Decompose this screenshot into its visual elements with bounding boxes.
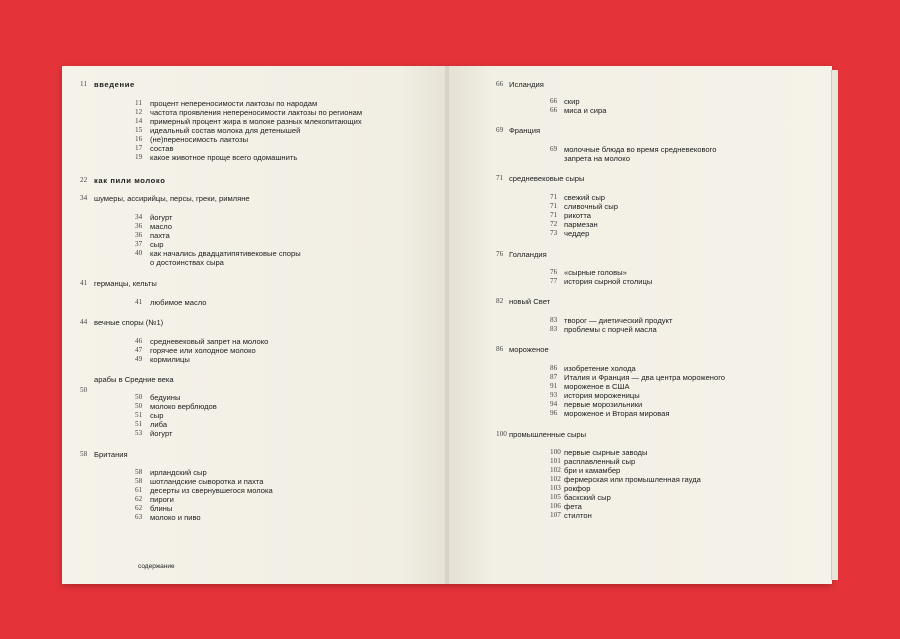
page-number: 19 — [135, 153, 143, 161]
entry-title: Исландия — [509, 80, 544, 89]
entry-title: сливочный сыр — [564, 202, 618, 211]
page-number: 58 — [80, 450, 88, 458]
entry-title: блины — [150, 504, 173, 513]
page-number: 72 — [550, 220, 558, 228]
entry-title: германцы, кельты — [94, 279, 157, 288]
page-number: 101 — [550, 457, 561, 465]
entry-title: чеддер — [564, 229, 590, 238]
entry-title: процент непереносимости лактозы по народам — [150, 99, 318, 108]
entry-title: Голландия — [509, 250, 547, 259]
page-number: 61 — [135, 486, 143, 494]
entry-title: молочные блюда во время средневекового — [564, 145, 717, 154]
entry-title: мороженое в США — [564, 382, 630, 391]
entry-title: свежий сыр — [564, 193, 606, 202]
entry-title: скир — [564, 97, 580, 106]
entry-title: промышленные сыры — [509, 430, 587, 439]
page-number: 50 — [80, 386, 88, 394]
page-number: 107 — [550, 511, 561, 519]
page-number: 36 — [135, 231, 143, 239]
page-number: 11 — [80, 80, 87, 88]
entry-title: масло — [150, 222, 172, 231]
page-number: 82 — [496, 297, 504, 305]
entry-title: история мороженицы — [564, 391, 640, 400]
page-number: 62 — [135, 495, 143, 503]
page-number: 41 — [80, 279, 88, 287]
entry-title: расплавленный сыр — [564, 457, 636, 466]
page-number: 100 — [496, 430, 507, 438]
page-number: 34 — [80, 194, 88, 202]
entry-title: шумеры, ассирийцы, персы, греки, римляне — [94, 194, 250, 203]
entry-title: Британия — [94, 450, 128, 459]
entry-title: йогурт — [150, 213, 173, 222]
page-number: 66 — [496, 80, 504, 88]
entry-title: средневековые сыры — [509, 174, 585, 183]
book-gutter — [445, 66, 449, 584]
entry-title: миса и сира — [564, 106, 607, 115]
page-number: 15 — [135, 126, 143, 134]
entry-title: сыр — [150, 240, 164, 249]
entry-title: о достоинствах сыра — [150, 258, 224, 267]
page-footer: содержание — [138, 563, 175, 570]
entry-title: примерный процент жира в молоке разных млекопитающих — [150, 117, 362, 126]
page-number: 37 — [135, 240, 143, 248]
entry-title: введение — [94, 80, 135, 89]
entry-title: либа — [150, 420, 168, 429]
page-number: 102 — [550, 466, 561, 474]
entry-title: проблемы с порчей масла — [564, 325, 657, 334]
entry-title: первые сырные заводы — [564, 448, 648, 457]
page-number: 53 — [135, 429, 143, 437]
page-number: 22 — [80, 176, 88, 184]
entry-title: идеальный состав молока для детенышей — [150, 126, 301, 135]
page-number: 106 — [550, 502, 561, 510]
page-number: 102 — [550, 475, 561, 483]
entry-title: фермерская или промышленная гауда — [564, 475, 701, 484]
page-number: 34 — [135, 213, 143, 221]
page-number: 46 — [135, 337, 143, 345]
page-number: 103 — [550, 484, 561, 492]
entry-title: бедуины — [150, 393, 181, 402]
entry-title: мороженое — [509, 345, 549, 354]
page-number: 71 — [550, 202, 558, 210]
entry-title: вечные споры (№1) — [94, 318, 164, 327]
page-number: 91 — [550, 382, 558, 390]
entry-title: пахта — [150, 231, 170, 240]
page-number: 47 — [135, 346, 143, 354]
open-book — [62, 66, 832, 584]
page-number: 86 — [550, 364, 558, 372]
entry-title: изобретение холода — [564, 364, 636, 373]
entry-title: творог — диетический продукт — [564, 316, 673, 325]
page-number: 50 — [135, 402, 143, 410]
page-number: 69 — [496, 126, 504, 134]
entry-title: десерты из свернувшегося молока — [150, 486, 273, 495]
page-number: 66 — [550, 97, 558, 105]
page-number: 83 — [550, 316, 558, 324]
page-number: 86 — [496, 345, 504, 353]
entry-title: состав — [150, 144, 174, 153]
entry-title: ирландский сыр — [150, 468, 207, 477]
page-number: 77 — [550, 277, 558, 285]
page-number: 105 — [550, 493, 561, 501]
page-number: 41 — [135, 298, 143, 306]
entry-title: запрета на молоко — [564, 154, 630, 163]
entry-title: пармезан — [564, 220, 598, 229]
page-number: 76 — [496, 250, 504, 258]
entry-title: «сырные головы» — [564, 268, 627, 277]
page-number: 11 — [135, 99, 142, 107]
page-number: 58 — [135, 468, 143, 476]
entry-title: кормилицы — [150, 355, 190, 364]
entry-title: первые морозильники — [564, 400, 643, 409]
page-number: 71 — [550, 193, 558, 201]
page-number: 50 — [135, 393, 143, 401]
page-number: 62 — [135, 504, 143, 512]
page-number: 94 — [550, 400, 558, 408]
page-number: 36 — [135, 222, 143, 230]
page-number: 71 — [550, 211, 558, 219]
page-number: 71 — [496, 174, 504, 182]
page-number: 58 — [135, 477, 143, 485]
page-number: 12 — [135, 108, 143, 116]
entry-title: шотландские сыворотка и пахта — [150, 477, 264, 486]
entry-title: история сырной столицы — [564, 277, 653, 286]
entry-title: мороженое и Вторая мировая — [564, 409, 670, 418]
page-number: 51 — [135, 411, 143, 419]
page-number: 83 — [550, 325, 558, 333]
entry-title: бри и камамбер — [564, 466, 621, 475]
page-number: 73 — [550, 229, 558, 237]
entry-title: молоко и пиво — [150, 513, 201, 522]
page-number: 87 — [550, 373, 558, 381]
entry-title: (не)переносимость лактозы — [150, 135, 249, 144]
page-number: 63 — [135, 513, 143, 521]
right-page — [447, 66, 832, 584]
page-number: 17 — [135, 144, 143, 152]
entry-title: любимое масло — [150, 298, 207, 307]
entry-title: Италия и Франция — два центра мороженого — [564, 373, 726, 382]
page-number: 51 — [135, 420, 143, 428]
entry-title: молоко верблюдов — [150, 402, 217, 411]
page-number: 69 — [550, 145, 558, 153]
entry-title: новый Свет — [509, 297, 551, 306]
page-number: 66 — [550, 106, 558, 114]
entry-title: сыр — [150, 411, 164, 420]
page-number: 40 — [135, 249, 143, 257]
entry-title: пироги — [150, 495, 174, 504]
entry-title: горячее или холодное молоко — [150, 346, 256, 355]
entry-title: рикотта — [564, 211, 592, 220]
page-number: 16 — [135, 135, 143, 143]
entry-title: йогурт — [150, 429, 173, 438]
entry-title: как начались двадцатипятивековые споры — [150, 249, 301, 258]
page-number: 93 — [550, 391, 558, 399]
page-edges — [831, 70, 838, 580]
entry-title: арабы в Средние века — [94, 375, 174, 384]
entry-title: Франция — [509, 126, 541, 135]
page-number: 76 — [550, 268, 558, 276]
entry-title: баскский сыр — [564, 493, 611, 502]
entry-title: как пили молоко — [94, 176, 166, 185]
entry-title: частота проявления непереносимости лактозы по регионам — [150, 108, 363, 117]
entry-title: какое животное проще всего одомашнить — [150, 153, 298, 162]
page-number: 96 — [550, 409, 558, 417]
entry-title: фета — [564, 502, 582, 511]
entry-title: рокфор — [564, 484, 591, 493]
page-number: 14 — [135, 117, 143, 125]
page-number: 49 — [135, 355, 143, 363]
page-number: 100 — [550, 448, 561, 456]
entry-title: средневековый запрет на молоко — [150, 337, 269, 346]
left-page — [62, 66, 447, 584]
entry-title: стилтон — [564, 511, 592, 520]
page-number: 44 — [80, 318, 88, 326]
show-through-text — [300, 524, 302, 530]
